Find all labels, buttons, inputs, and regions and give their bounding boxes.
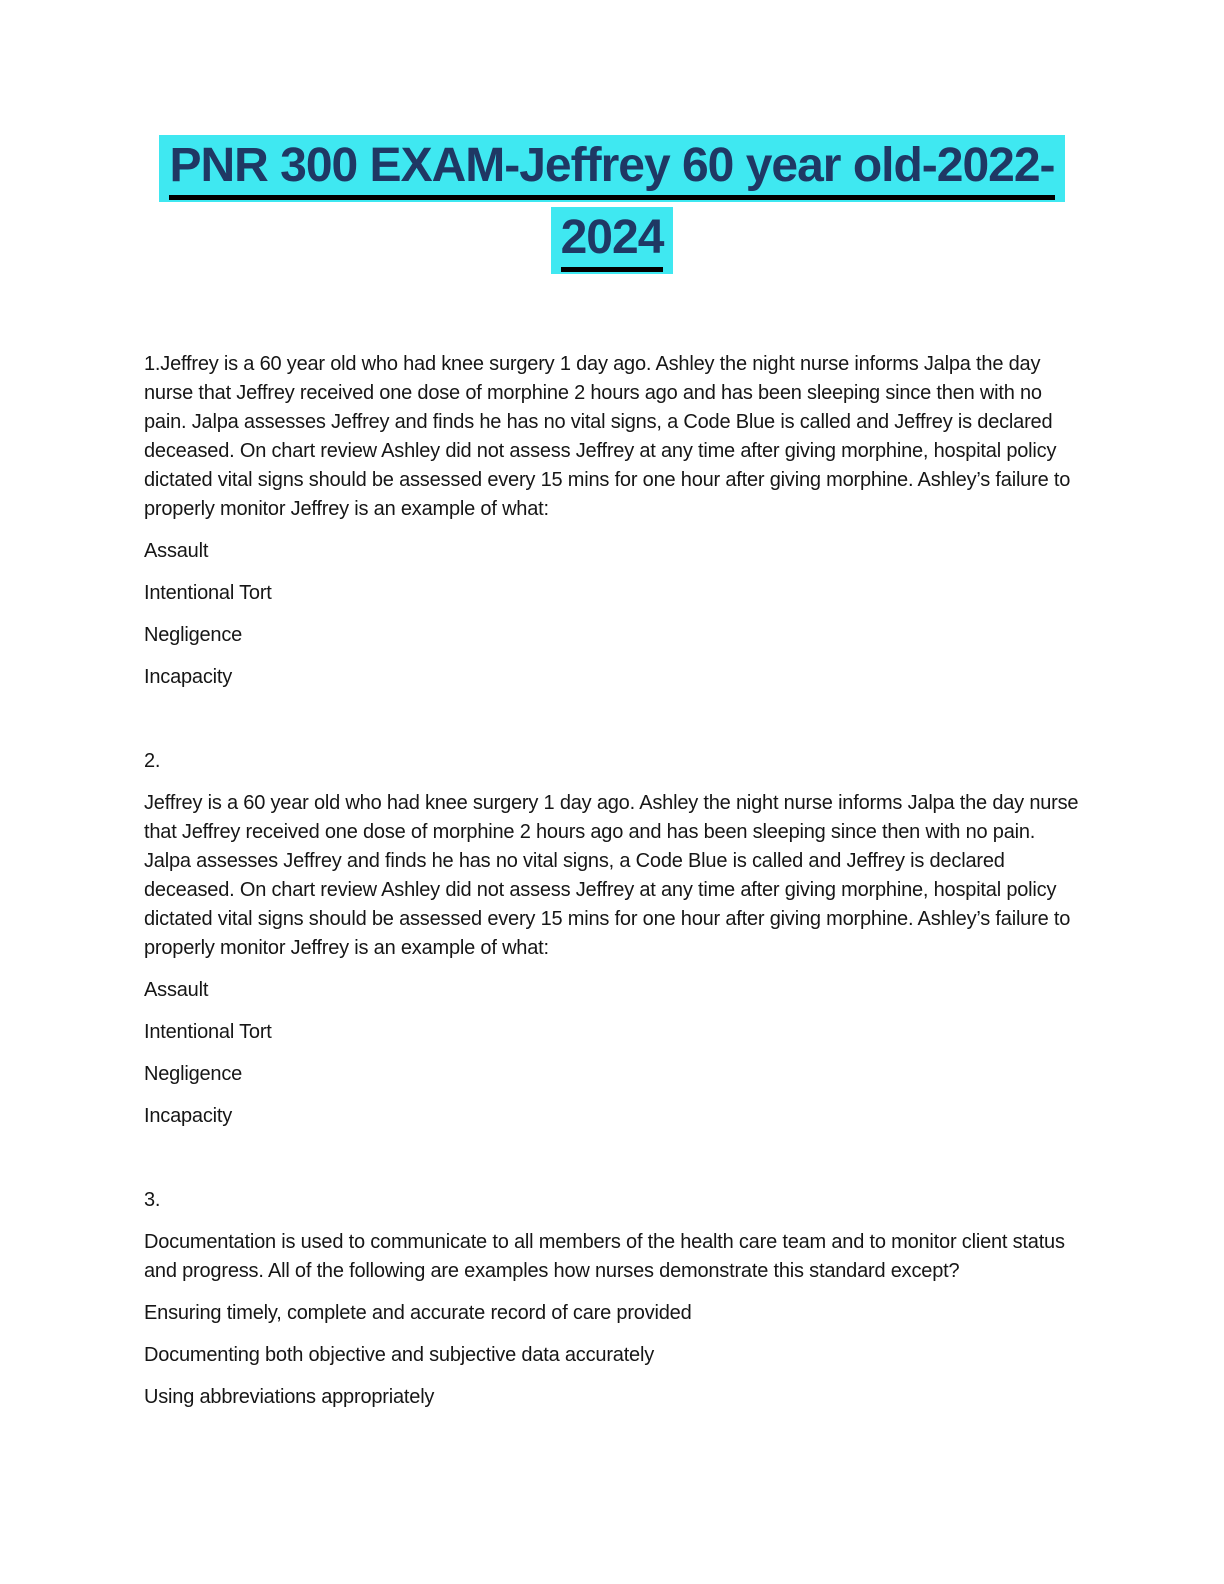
title-highlight <box>551 207 674 274</box>
answer-option: Documenting both objective and subjective data accurately <box>144 1344 655 1366</box>
answer-option: Incapacity <box>144 1105 233 1127</box>
question-2-text: Jeffrey is a 60 year old who had knee surgery 1 day ago. Ashley the night nurse informs Jalpa the day nurse that Jeffrey received one dose of morphine 2 hours ago and has been sleeping since then with no pain. Jalpa assesses Jeffrey and finds he has no vital signs, a Code Blue is called and Jeffrey is declared deceased. On chart review Ashley did not assess Jeffrey at any time after giving morphine, hospital policy dictated vital signs should be assessed every 15 mins for one hour after giving morphine. Ashley’s failure to properly monitor Jeffrey is an example of what: <box>144 792 1079 959</box>
title-text-line-2: 2024 <box>561 211 664 272</box>
title-highlight <box>159 135 1064 202</box>
answer-option: Assault <box>144 979 209 1001</box>
answer-option: Using abbreviations appropriately <box>144 1386 435 1408</box>
question-2 <box>144 747 1080 1131</box>
answer-option: Intentional Tort <box>144 582 272 604</box>
title-line-2 <box>144 202 1080 274</box>
document-title <box>144 0 1080 274</box>
question-2-number: 2. <box>144 750 161 772</box>
blank-line <box>144 705 1080 747</box>
title-text-line-1: PNR 300 EXAM-Jeffrey 60 year old-2022- <box>169 139 1054 200</box>
answer-option: Ensuring timely, complete and accurate record of care provided <box>144 1302 692 1324</box>
question-3 <box>144 1186 1080 1412</box>
question-3-number: 3. <box>144 1189 161 1211</box>
answer-option: Assault <box>144 540 209 562</box>
question-1-text: 1.Jeffrey is a 60 year old who had knee surgery 1 day ago. Ashley the night nurse informs Jalpa the day nurse that Jeffrey received one dose of morphine 2 hours ago and has been sleeping since then with no pain. Jalpa assesses Jeffrey and finds he has no vital signs, a Code Blue is called and Jeffrey is declared deceased. On chart review Ashley did not assess Jeffrey at any time after giving morphine, hospital policy dictated vital signs should be assessed every 15 mins for one hour after giving morphine. Ashley’s failure to properly monitor Jeffrey is an example of what: <box>144 353 1071 520</box>
answer-option: Negligence <box>144 1063 243 1085</box>
answer-option: Intentional Tort <box>144 1021 272 1043</box>
question-1 <box>144 350 1080 692</box>
answer-option: Incapacity <box>144 666 233 688</box>
title-line-1 <box>144 130 1080 202</box>
answer-option: Negligence <box>144 624 243 646</box>
question-3-text: Documentation is used to communicate to all members of the health care team and to monitor client status and progress. All of the following are examples how nurses demonstrate this standard except? <box>144 1231 1065 1282</box>
blank-line <box>144 1144 1080 1186</box>
